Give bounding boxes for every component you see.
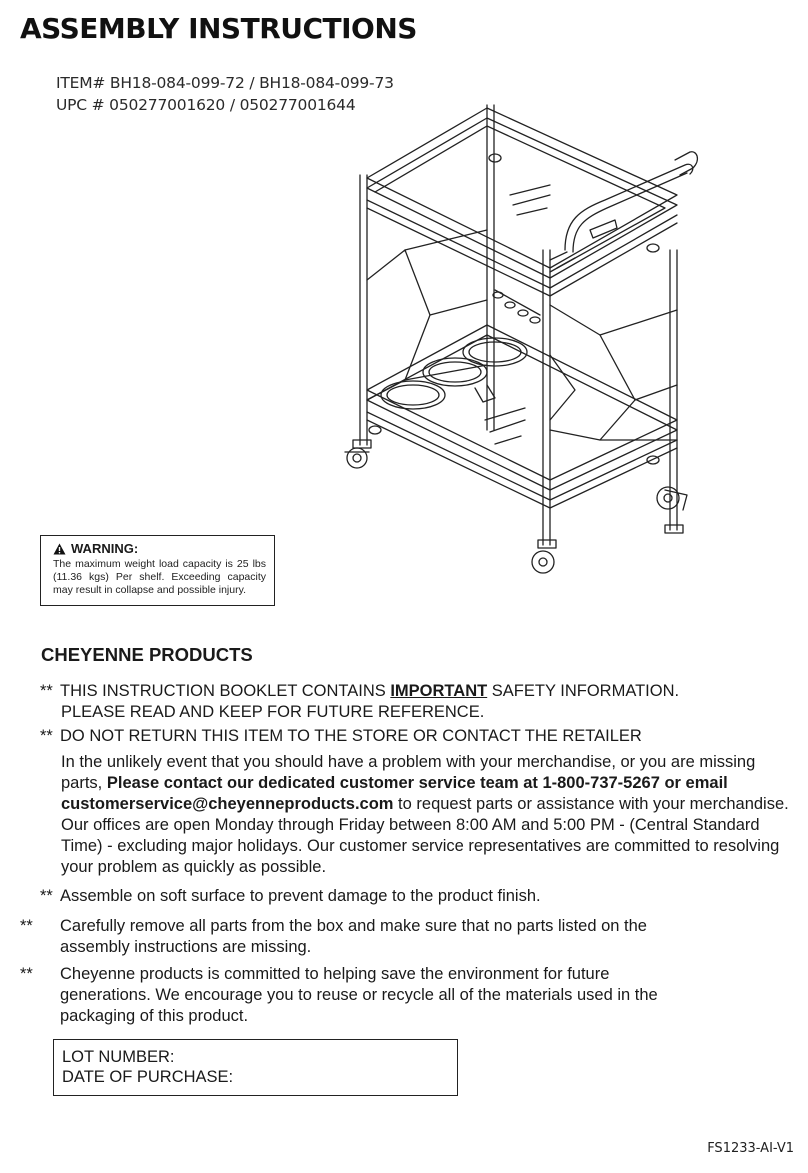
warning-title: WARNING:: [71, 541, 139, 556]
notice-important: ** THIS INSTRUCTION BOOKLET CONTAINS IMPORTANT SAFETY INFORMATION. PLEASE READ AND KEEP FOR FUTURE REFERENCE.: [40, 682, 680, 721]
brand-heading: CHEYENNE PRODUCTS: [41, 644, 253, 665]
record-box: [53, 1039, 458, 1096]
notice-environment: ** Cheyenne products is committed to helping save the environment for future generations. We encourage you to reuse or recycle all of the materials used in the packaging of this product.: [20, 965, 658, 1025]
warning-text: The maximum weight load capacity is 25 lbs (11.36 kgs) Per shelf. Exceeding capacity may result in collapse and possible injury.: [53, 558, 266, 596]
upc-number: UPC # 050277001620 / 050277001644: [56, 96, 356, 114]
page-title: ASSEMBLY INSTRUCTIONS: [20, 12, 417, 45]
lot-number-label: LOT NUMBER:: [62, 1048, 175, 1066]
notice-do-not-return: ** DO NOT RETURN THIS ITEM TO THE STORE OR CONTACT THE RETAILER: [40, 727, 642, 745]
customer-service-paragraph: In the unlikely event that you should have a problem with your merchandise, or you are missing parts, Please contact our dedicated customer service team at 1-800-737-5267 or email customerservice@cheyenneproducts.com to request parts or assistance with your merchandise. Our offices are open Monday through Friday between 8:00 AM and 5:00 PM - (Central Standard Time) - excluding major holidays. Our customer service representatives are committed to resolving your problem as quickly as possible.: [61, 753, 789, 876]
bar-cart-drawing: [335, 100, 790, 590]
notice-soft-surface: ** Assemble on soft surface to prevent damage to the product finish.: [40, 887, 541, 905]
notice-remove-parts: ** Carefully remove all parts from the box and make sure that no parts listed on the assembly instructions are missing.: [20, 917, 647, 956]
item-number: ITEM# BH18-084-099-72 / BH18-084-099-73: [56, 74, 394, 92]
warning-header: [53, 541, 266, 556]
warning-triangle-icon: [53, 543, 66, 555]
warning-box: [40, 535, 275, 606]
date-of-purchase-label: DATE OF PURCHASE:: [62, 1068, 234, 1086]
document-code: FS1233-AI-V1: [707, 1141, 794, 1156]
